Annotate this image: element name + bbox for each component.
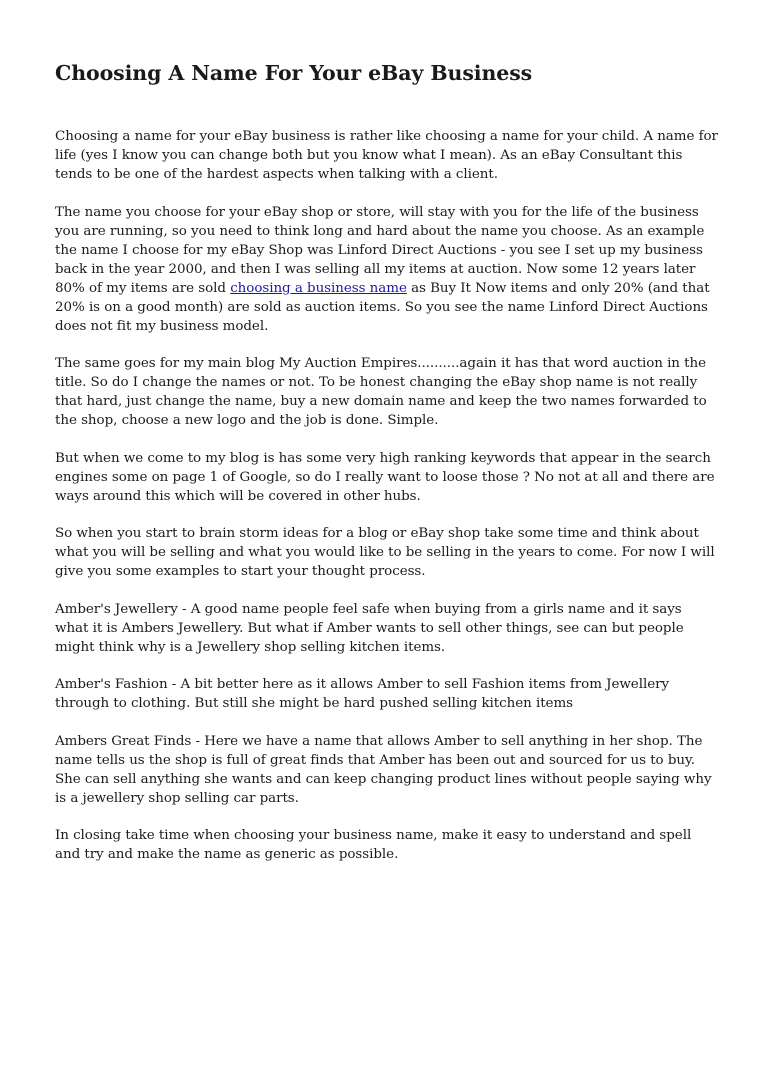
paragraph-ambers-great-finds: Ambers Great Finds - Here we have a name that allows Amber to sell anything in her shop. The name tells us the shop is full of great finds that Amber has been out and sourced for us to buy. She can sell anything she wants and can keep changing product lines without people saying why is a jewellery shop selling car parts. — [55, 733, 712, 806]
page-title: Choosing A Name For Your eBay Business — [55, 61, 533, 85]
paragraph-ambers-jewellery: Amber's Jewellery - A good name people feel safe when buying from a girls name and it says what it is Ambers Jewellery. But what if Amber wants to sell other things, see can but people might think why is a Jewellery shop selling kitchen items. — [55, 601, 684, 655]
paragraph-closing: In closing take time when choosing your business name, make it easy to understand and spell and try and make the name as generic as possible. — [55, 828, 692, 862]
paragraph-ambers-fashion: Amber's Fashion - A bit better here as it allows Amber to sell Fashion items from Jewellery through to clothing. But still she might be hard pushed selling kitchen items — [55, 677, 670, 711]
paragraph-shop-name — [55, 203, 719, 336]
paragraph-blog: The same goes for my main blog My Auction Empires..........again it has that word auction in the title. So do I change the names or not. To be honest changing the eBay shop name is not really that hard, just change the name, buy a new domain name and keep the two names forwarded to the shop, choose a new logo and the job is done. Simple. — [55, 356, 707, 428]
paragraph-intro: Choosing a name for your eBay business is rather like choosing a name for your child. A name for life (yes I know you can change both but you know what I mean). As an eBay Consultant this tends to be one of the hardest aspects when talking with a client. — [55, 129, 718, 182]
choosing-business-name-link[interactable]: choosing a business name — [230, 280, 407, 296]
article — [55, 58, 719, 883]
paragraph-brainstorm: So when you start to brain storm ideas for a blog or eBay shop take some time and think about what you will be selling and what you would like to be selling in the years to come. For now I will give you some examples to start your thought process. — [55, 526, 715, 579]
paragraph-text-before-link: The name you choose for your eBay shop or store, will stay with you for the life of the business you are running, so you need to think long and hard about the name you choose. As an example the name I choose for my eBay Shop was Linford Direct Auctions - you see I set up my business back in the year 2000, and then I was selling all my items at auction. Now some 12 years later 80% of my items are sold — [55, 204, 705, 296]
paragraph-keywords: But when we come to my blog is has some very high ranking keywords that appear in the search engines some on page 1 of Google, so do I really want to loose those ? No not at all and there are ways around this which will be covered in other hubs. — [55, 450, 715, 504]
paragraph-text-after-link: as Buy It Now items and only 20% (and that 20% is on a good month) are sold as auction items. So you see the name Linford Direct Auctions does not fit my business model. — [55, 280, 710, 334]
